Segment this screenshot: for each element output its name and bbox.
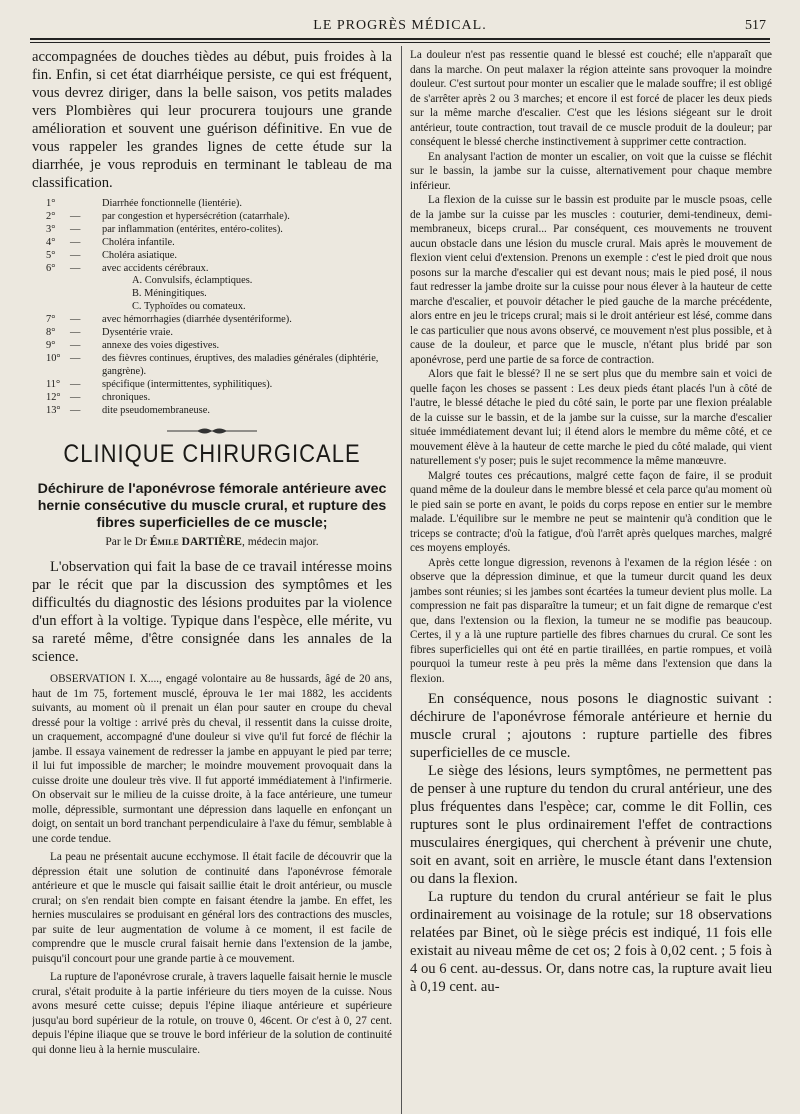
page-number: 517 xyxy=(745,18,766,33)
classification-row xyxy=(46,237,392,250)
classification-number: 11° xyxy=(46,378,61,390)
classification-text: avec accidents cérébraux. xyxy=(102,262,209,274)
classification-text: des fièvres continues, éruptives, des maladies générales (diphtérie, gangrène). xyxy=(102,352,379,377)
running-title: LE PROGRÈS MÉDICAL. xyxy=(313,18,487,33)
classification-text: par inflammation (entérites, entéro-colites). xyxy=(102,223,283,235)
classification-dash xyxy=(70,275,102,288)
precautions-paragraph: Malgré toutes ces précautions, malgré cette façon de faire, il se produit quand même de la douleur dans le membre blessé et cela parce qu'au moment où le pied sain se porte en avant, le poids du corps repose en entier sur le membre malade. L'équilibre sur le membre ne peut se maintenir qu'à condition que le triceps se contracte; d'où la fatigue, d'où l'arrêt après quelques marches, malgré ces moyens employés. xyxy=(410,469,772,554)
classification-dash: — xyxy=(70,210,81,222)
ornament-divider xyxy=(32,423,392,435)
classification-text: spécifique (intermittentes, syphilitiques). xyxy=(102,378,273,390)
classification-row xyxy=(46,263,392,276)
column-divider xyxy=(401,46,402,1114)
classification-number xyxy=(46,288,70,301)
classification-row xyxy=(46,224,392,237)
classification-number: 13° xyxy=(46,404,61,416)
classification-number: 7° xyxy=(46,314,56,326)
examination-paragraph: Après cette longue digression, revenons à l'examen de la région lésée : on observe que la dépression diminue, et que la tumeur durcit quand les deux jambes sont réunies; si les jambes sont écartées la tumeur devient plus molle. La compression ne fait pas disparaître la tumeur; et un fait digne de remarque c'est que, dans l'extension ou la flexion, la tumeur ne se modifie pas beaucoup. Certes, il y a là une rupture partielle des fibres charnues du crural. Ce sont les fibres superficielles qui ont été en partie tiraillées, en partie rompues, et voilà pourquoi la tumeur reste à peu près la même dans l'extension que dans la flexion. xyxy=(410,556,772,685)
pain-paragraph: La douleur n'est pas ressentie quand le blessé est couché; elle n'apparaît que dans la marche. On peut malaxer la région atteinte sans provoquer la moindre douleur. C'est surtout pour monter un escalier que le malade souffre; il est obligé de s'arrêter après 2 ou 3 marches; et encore il est forcé de placer les deux pieds sur la même marche d'escalier. C'est que les lésions siégeant sur le droit antérieur, toute contraction, tout travail de ce muscle produit de la douleur; par conséquent le blessé cherche instinctivement à supprimer cette contraction. xyxy=(410,49,772,148)
classification-number: 8° xyxy=(46,327,56,339)
classification-text: Diarrhée fonctionnelle (lientérie). xyxy=(102,198,242,209)
classification-dash: — xyxy=(70,327,81,339)
byline-author: Émile DARTIÈRE xyxy=(149,536,242,549)
classification-text: A. Convulsifs, éclamptiques. xyxy=(132,275,253,287)
classification-dash: — xyxy=(70,249,81,261)
classification-number: 5° xyxy=(46,249,56,261)
classification-row xyxy=(46,198,392,211)
classification-text: C. Typhoïdes ou comateux. xyxy=(132,301,246,313)
lesion-site-paragraph: Le siège des lésions, leurs symptômes, ne permettent pas de penser à une rupture du tendon du crural antérieur, une des plus fréquentes dans l'espèce; car, comme le dit Follin, ces ruptures sont le plus ordinairement l'effet de contractions musculaires énergiques, qui cherchent à prévenir une chute, soit en avant, soit en arrière, le muscle étant dans l'extension ou dans la flexion. xyxy=(410,763,772,887)
classification-text: avec hémorrhagies (diarrhée dysentériforme). xyxy=(102,314,292,326)
classification-row xyxy=(46,405,392,418)
right-column xyxy=(410,48,772,1114)
classification-dash: — xyxy=(70,314,81,326)
classification-dash xyxy=(70,198,102,211)
article-title: Déchirure de l'aponévrose fémorale antérieure avec hernie consécutive du muscle crural, et rupture des fibres superficielles de ce muscle; xyxy=(37,481,387,532)
classification-number: 4° xyxy=(46,236,56,248)
classification-row xyxy=(46,301,392,314)
classification-dash: — xyxy=(70,404,81,416)
classification-number: 12° xyxy=(46,391,61,403)
classification-dash: — xyxy=(70,236,81,248)
header-rule xyxy=(30,38,770,43)
byline-prefix: Par le Dr xyxy=(105,536,147,549)
classification-text: Choléra asiatique. xyxy=(102,249,178,261)
classification-number xyxy=(46,275,70,288)
rupture-paragraph: La rupture de l'aponévrose crurale, à travers laquelle faisait hernie le muscle crural, s'était produite à la partie inférieure du tiers moyen de la cuisse. Nous avons mesuré cette cuisse; depuis l'épine iliaque antérieure et supérieure jusqu'au bord supérieur de la rotule, on trouve 0, 46cent. Or c'est à 0, 27 cent. depuis l'épine iliaque que se trouve le bord inférieur de la solution de continuité qui donne lieu à la hernie musculaire. xyxy=(32,971,392,1056)
classification-row xyxy=(46,288,392,301)
observation-paragraph: OBSERVATION I. X...., engagé volontaire au 8e hussards, âgé de 20 ans, haut de 1m 75, fortement musclé, éprouva le 1er mai 1882, les accidents suivants, au moment où il prenait un élan pour sauter en croupe du cheval dressé pour la voltige : arrivé près du cheval, il ressentit dans la cuisse droite, un craquement, accompagné d'une douleur si vive qu'il fut forcé de fléchir la jambe. Il essaya vainement de redresser la jambe en appuyant le pied par terre; il lui fut impossible de marcher; le moindre mouvement provoquait dans la cuisse droite une douleur très vive. Il fut apporté immédiatement à l'infirmerie. On observait sur le milieu de la cuisse droite, à la face antérieure, une tumeur molle, dépressible, surmontant une dépression dans laquelle en enfonçant un doigt, on sentait un bord tranchant perpendiculaire à l'axe du fémur, semblable à une corde tendue. xyxy=(32,673,392,845)
classification-row xyxy=(46,340,392,353)
classification-number: 9° xyxy=(46,339,56,351)
byline-suffix: , médecin major. xyxy=(241,536,319,549)
diagnosis-paragraph: En conséquence, nous posons le diagnostic suivant : déchirure de l'aponévrose fémorale antérieure et hernie du muscle crural ; ajoutons : rupture partielle des fibres superficielles de ce muscle. xyxy=(410,691,772,761)
left-column xyxy=(32,48,392,1114)
classification-text: annexe des voies digestives. xyxy=(102,339,220,351)
classification-number: 10° xyxy=(46,352,61,364)
classification-number xyxy=(46,301,70,314)
section-title: CLINIQUE CHIRURGICALE xyxy=(63,439,361,469)
classification-number: 2° xyxy=(46,210,56,222)
stair-analysis-paragraph: En analysant l'action de monter un escalier, on voit que la cuisse se fléchit sur le bassin, la jambe sur la cuisse, alternativement pour chaque membre inférieur. xyxy=(410,150,772,192)
intro-paragraph: accompagnées de douches tièdes au début, puis froides à la fin. Enfin, si cet état diarrhéique persiste, ce qui est fréquent, vous devrez diriger, dans la belle saison, vos petits malades vers Plombières qui leur procurera toujours une grande amélioration et souvent une guérison définitive. En vue de vous rappeler les grandes lignes de cette étude sur la diarrhée, je vous reproduis en terminant le tableau de ma classification. xyxy=(32,49,392,191)
classification-row xyxy=(46,211,392,224)
classification-row xyxy=(46,275,392,288)
classification-dash: — xyxy=(70,378,81,390)
byline xyxy=(32,536,392,548)
flexion-paragraph: La flexion de la cuisse sur le bassin est produite par le muscle psoas, celle de la jambe sur la cuisse par les muscles : couturier, demi-tendineux, demi-membraneux, biceps crural... Par conséquent, ces mouvements ne trouvent aucun obstacle dans une lésion du muscle crural. Mais après le mouvement de flexion vient celui d'extension. Prenons un exemple : c'est le pied droit que nous posons sur la marche d'escalier qui est devant nous; mais le pied posé, il nous faut redresser la jambe droite sur la cuisse pour nous élever à la hauteur de cette marche d'escalier, et pouvoir détacher le pied gauche de la marche précédente, alors entre en jeu le triceps crural; mais si le droit antérieur est lésé, comme dans le cas particulier que nous avons observé, ce mouvement n'est plus possible, et à cause de la douleur, et parce que le muscle, n'étant plus bridé par son aponévrose, perd une partie de sa force de contraction. xyxy=(410,194,772,366)
classification-dash xyxy=(70,301,102,314)
ornament-icon xyxy=(167,426,257,436)
classification-row xyxy=(46,392,392,405)
lead-paragraph: L'observation qui fait la base de ce travail intéresse moins par le récit que par la discussion des symptômes et les difficultés du diagnostic des lésions produites par la violence d'un effort à la voltige. Typique dans l'espèce, elle mérite, vu sa rareté même, d'être consignée dans les annales de la science. xyxy=(32,559,392,666)
classification-number: 3° xyxy=(46,223,56,235)
patient-behaviour-paragraph: Alors que fait le blessé? Il ne se sert plus que du membre sain et voici de quelle façon les choses se passent : Les deux pieds étant placés l'un à côté de l'autre, le blessé détache le pied du côté sain, le porte par une flexion préalable de la cuisse sur le bassin, et de la jambe sur la cuisse, sur la marche d'escalier située immédiatement devant lui; il étend alors le membre du même côté, et ce mouvement élève à la hauteur de cette marche le pied du côté malade, qui vient naturellement s'y poser; puis le sujet recommence la même manœuvre. xyxy=(410,368,772,467)
classification-row xyxy=(46,379,392,392)
classification-row xyxy=(46,250,392,263)
classification-text: Choléra infantile. xyxy=(102,236,175,248)
classification-dash: — xyxy=(70,352,81,364)
classification-row xyxy=(46,353,392,379)
classification-dash: — xyxy=(70,223,81,235)
classification-text: B. Méningitiques. xyxy=(132,288,207,300)
classification-row xyxy=(46,314,392,327)
classification-text: chroniques. xyxy=(102,391,151,403)
tendon-rupture-paragraph: La rupture du tendon du crural antérieur se fait le plus ordinairement au voisinage de la rotule; sur 18 observations relatées par Binet, où le siège précis est indiqué, 11 fois elle existait au niveau même de cet os; 2 fois à 0,02 cent. ; 5 fois à 4 ou 6 cent. au-dessus. Or, dans notre cas, la rupture avait lieu à 0,19 cent. au- xyxy=(410,889,772,995)
classification-text: Dysentérie vraie. xyxy=(102,327,173,339)
skin-paragraph: La peau ne présentait aucune ecchymose. Il était facile de découvrir que la dépression était une solution de continuité dans l'aponévrose fémorale antérieure et que le muscle qui faisait saillie était le droit antérieur, ou muscle crural; on s'en rendait bien compte en faisant étendre la jambe. En effet, les hernies musculaires se produisant en général lors des contractions des muscles, par suite de leur augmentation de volume à ce moment, il est facile de comprendre que le muscle crural faisait hernie dans l'extension de la jambe, puisqu'il concourt pour une grande partie à ce mouvement. xyxy=(32,851,392,965)
classification-dash: — xyxy=(70,262,81,274)
classification-row xyxy=(46,327,392,340)
classification-number: 6° xyxy=(46,262,56,274)
classification-dash xyxy=(70,288,102,301)
running-head xyxy=(30,18,770,38)
classification-text: dite pseudomembraneuse. xyxy=(102,404,210,416)
classification-text: par congestion et hypersécrétion (catarrhale). xyxy=(102,210,290,222)
classification-dash: — xyxy=(70,339,81,351)
classification-dash: — xyxy=(70,391,81,403)
classification-number: 1° xyxy=(46,198,56,209)
classification-table xyxy=(46,198,392,417)
